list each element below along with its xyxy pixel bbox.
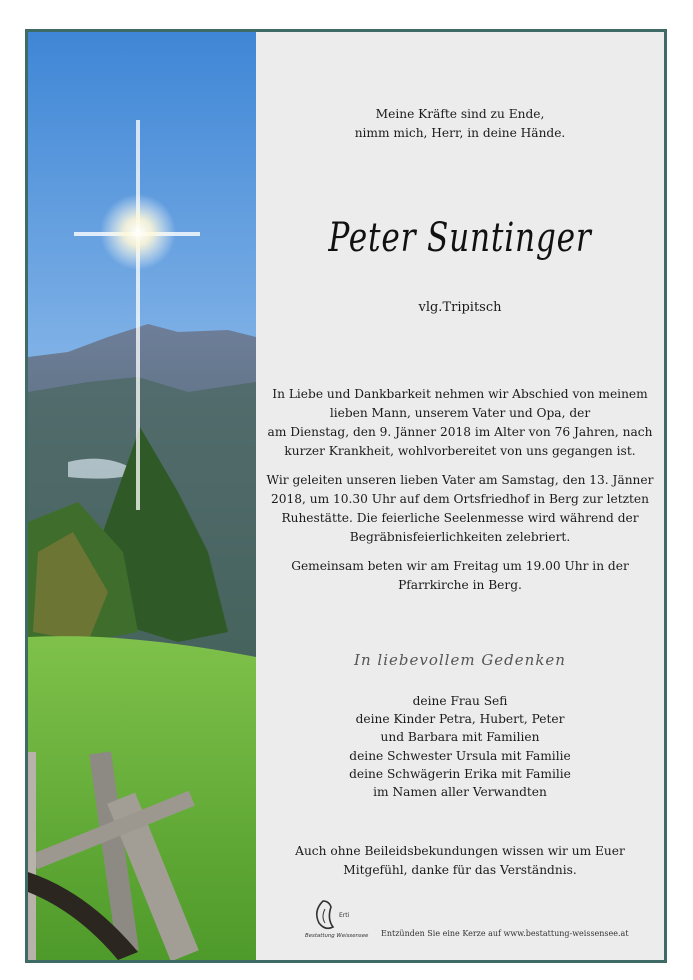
family-line: deine Schwester Ursula mit Familie bbox=[349, 748, 571, 763]
family-line: und Barbara mit Familien bbox=[380, 730, 540, 745]
paragraph-line: Begräbnisfeierlichkeiten zelebriert. bbox=[349, 530, 571, 544]
memorial-heading: In liebevollem Gedenken bbox=[354, 651, 566, 669]
paragraph-line: Ruhestätte. Die feierliche Seelenmesse wird während der bbox=[281, 511, 639, 525]
funeral-paragraph bbox=[256, 471, 664, 547]
family-line: deine Schwägerin Erika mit Familie bbox=[349, 766, 571, 781]
paragraph-line: am Dienstag, den 9. Jänner 2018 im Alter von 76 Jahren, nach bbox=[267, 425, 653, 439]
mountain-photo bbox=[28, 32, 256, 960]
paragraph-line: Wir geleiten unseren lieben Vater am Samstag, den 13. Jänner bbox=[266, 473, 654, 487]
announcement-paragraph bbox=[256, 385, 664, 461]
closing-line-1: Auch ohne Beileidsbekundungen wissen wir um Euer bbox=[295, 844, 625, 858]
verse bbox=[256, 105, 664, 143]
paragraph-line: lieben Mann, unserem Vater und Opa, der bbox=[329, 406, 591, 420]
family-list bbox=[256, 692, 664, 801]
closing-note bbox=[256, 842, 664, 880]
deceased-alias: vlg.Tripitsch bbox=[418, 300, 502, 315]
paragraph-line: Gemeinsam beten wir am Freitag um 19.00 Uhr in der bbox=[291, 559, 629, 573]
candle-link-text: Entzünden Sie eine Kerze auf www.bestattung-weissensee.at bbox=[381, 929, 629, 938]
paragraph-line: In Liebe und Dankbarkeit nehmen wir Abschied von meinem bbox=[272, 387, 648, 401]
family-line: im Namen aller Verwandten bbox=[373, 785, 547, 800]
family-line: deine Kinder Petra, Hubert, Peter bbox=[355, 712, 565, 727]
deceased-name: Peter Suntinger bbox=[328, 215, 592, 261]
paragraph-line: Pfarrkirche in Berg. bbox=[398, 578, 522, 592]
closing-line-2: Mitgefühl, danke für das Verständnis. bbox=[343, 863, 577, 877]
paragraph-line: 2018, um 10.30 Uhr auf dem Ortsfriedhof in Berg zur letzten bbox=[270, 492, 649, 506]
funeral-home-logo bbox=[303, 897, 373, 947]
mountain-cross-image bbox=[28, 32, 256, 960]
obituary-card bbox=[25, 29, 667, 963]
prayer-paragraph bbox=[256, 557, 664, 595]
verse-line-1: Meine Kräfte sind zu Ende, bbox=[375, 107, 545, 121]
paragraph-line: kurzer Krankheit, wohlvorbereitet von uns gegangen ist. bbox=[284, 444, 636, 458]
family-line: deine Frau Sefi bbox=[412, 694, 508, 708]
logo-text-bottom: Bestattung Weissensee bbox=[305, 933, 369, 939]
obituary-text-panel bbox=[256, 32, 664, 960]
verse-line-2: nimm mich, Herr, in deine Hände. bbox=[354, 126, 566, 140]
logo-text-top: Erti bbox=[339, 912, 350, 919]
logo-icon bbox=[303, 897, 373, 947]
